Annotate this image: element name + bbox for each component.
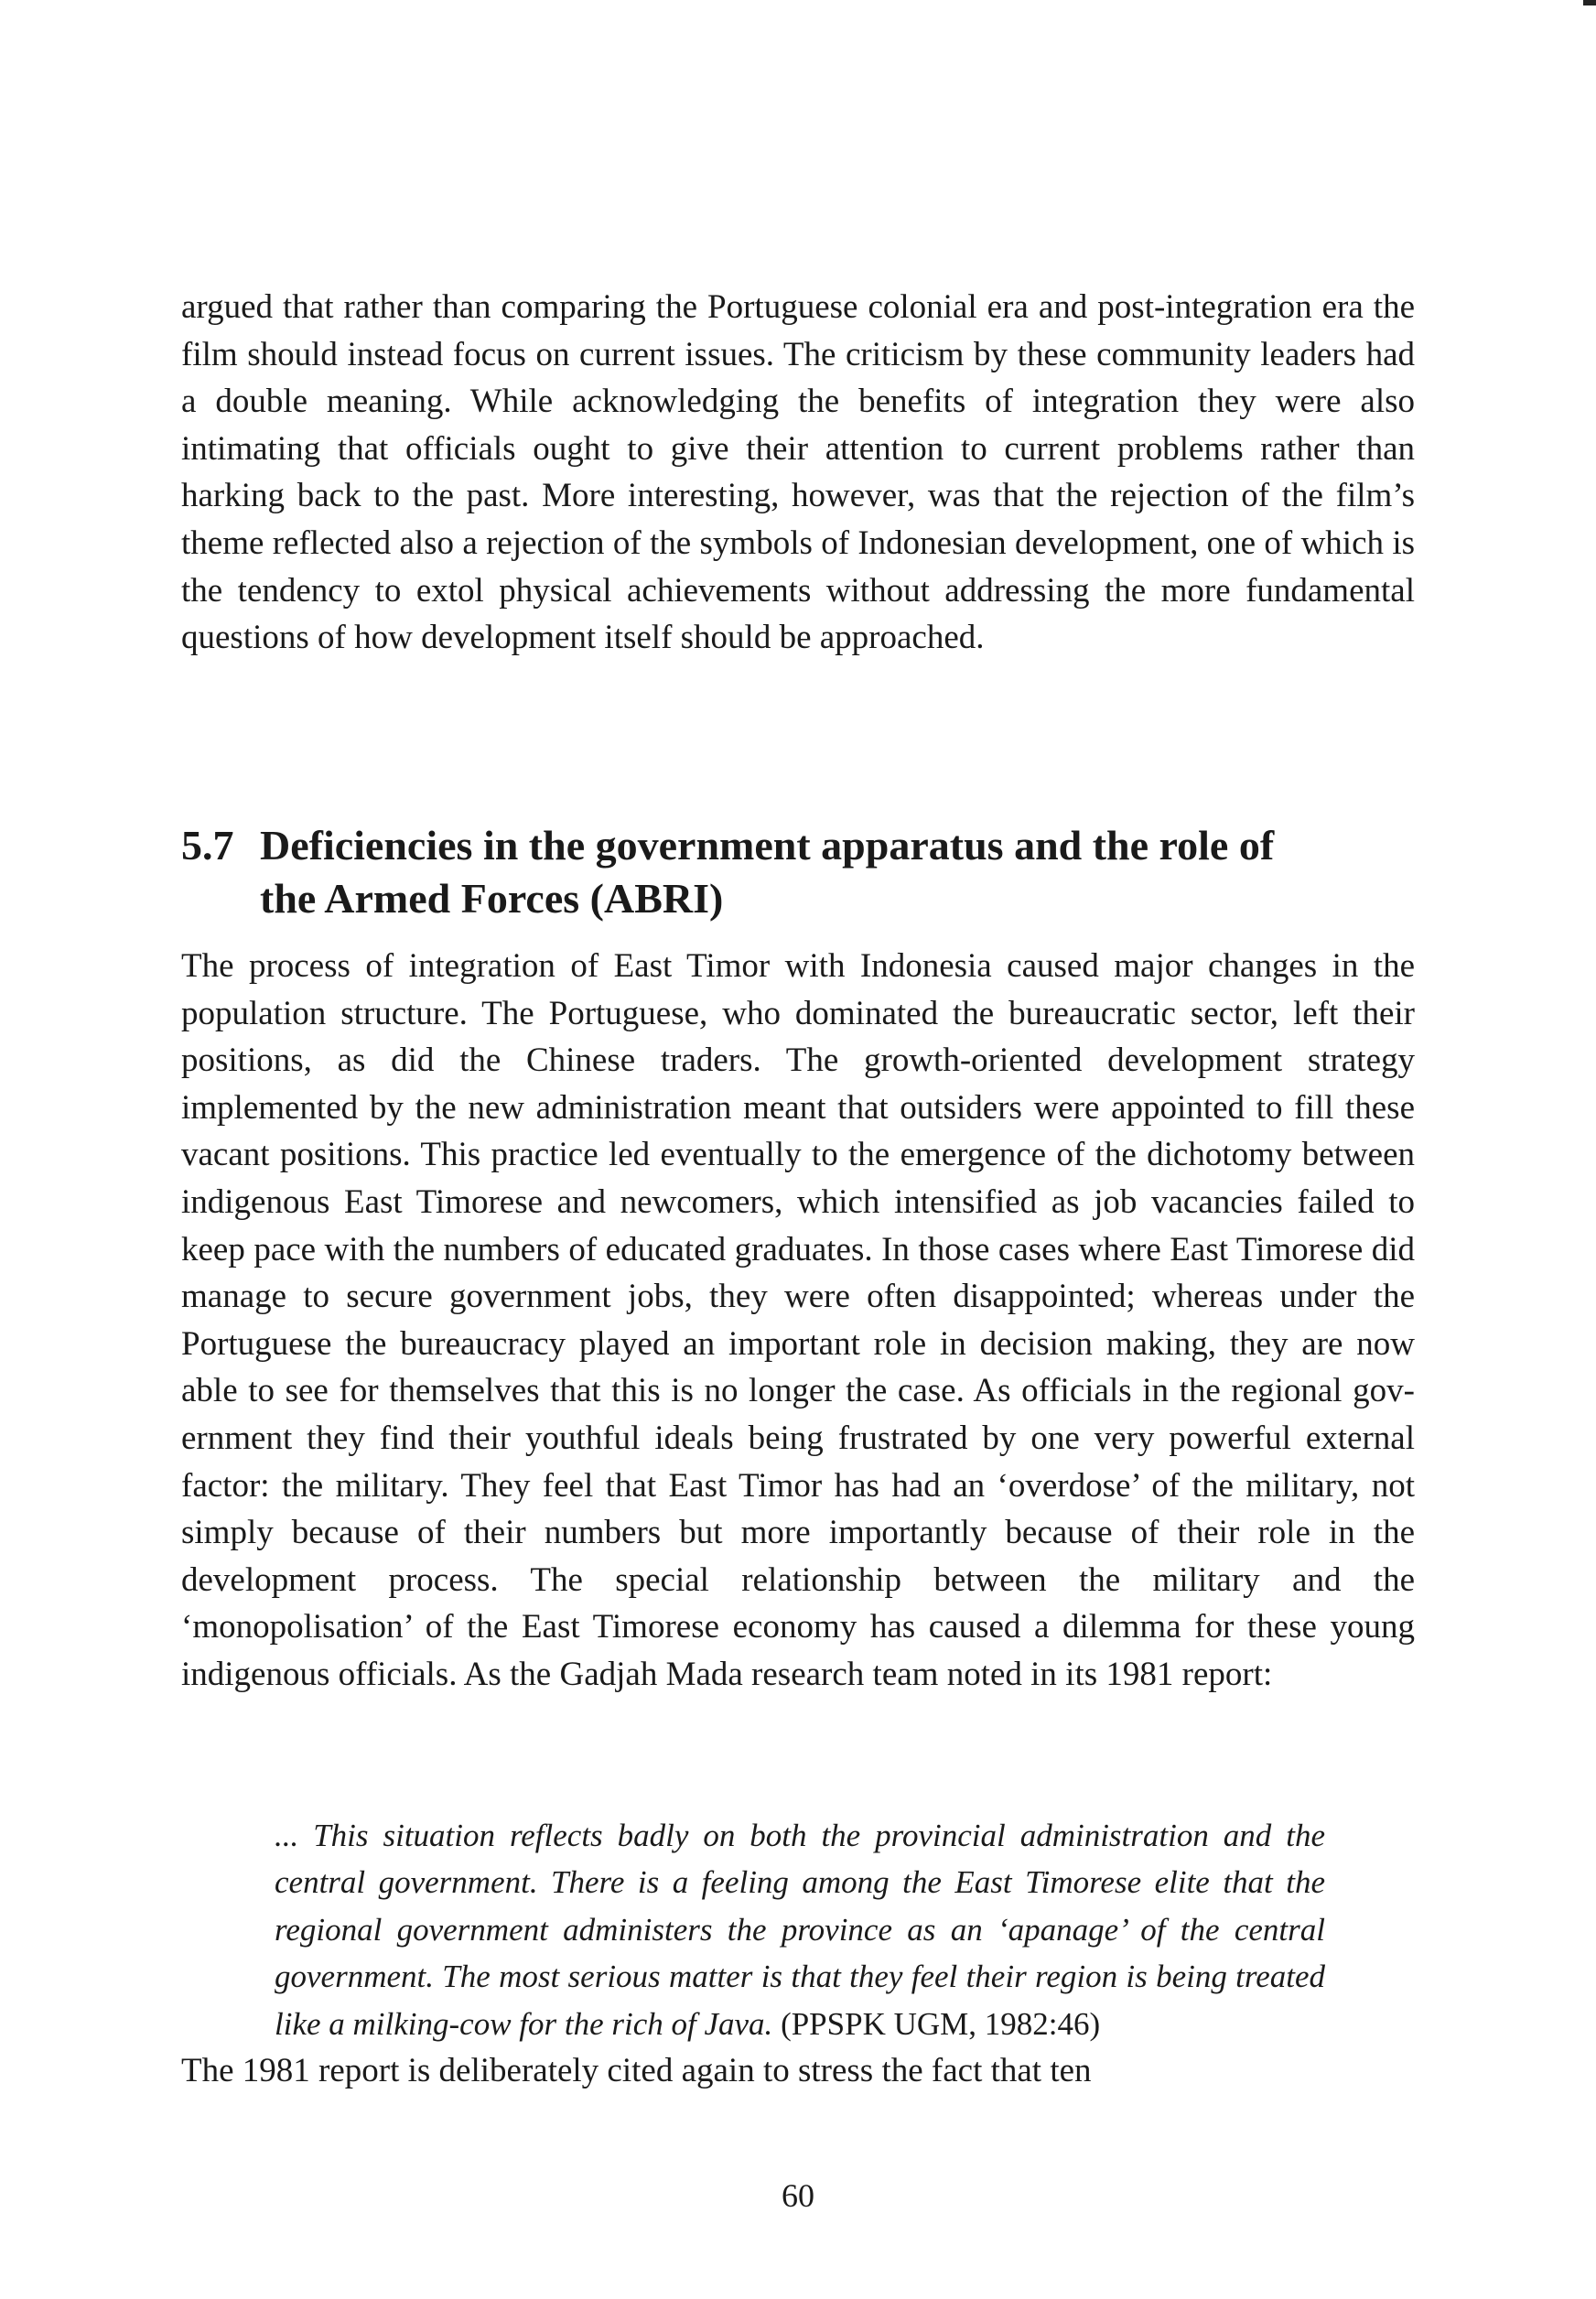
- section-title-line1: Deficiencies in the government apparatus and the role of: [260, 822, 1275, 869]
- section-title-line2: the Armed Forces (ABRI): [260, 875, 724, 922]
- page-number: 60: [782, 2177, 814, 2214]
- block-quote: [275, 1812, 1325, 2047]
- quote-citation: (PPSPK UGM, 1982:46): [781, 2005, 1101, 2042]
- body-paragraph: The process of integration of East Timor with Indonesia caused major changes in the population structure. The Portuguese, who dominated the bureaucratic sector, left their positions, as did the Chinese traders. The growth-oriented development strategy implemented by the new administration meant that outsiders were appointed to fill these vacant positions. This practice led eventually to the emergence of the dichotomy between indigenous East Timorese and newcomers, which intensified as job vacancies failed to keep pace with the numbers of educated graduates. In those cases where East Timorese did manage to secure government jobs, they were often disappointed; whereas under the Portuguese the bureaucracy played an important role in decision making, they are now able to see for themselves that this is no longer the case. As officials in the regional government they find their youthful ideals being frustrated by one very powerful external factor: the military. They feel that East Timor has had an ‘overdose’ of the military, not simply because of their numbers but more importantly because of their role in the development process. The special relationship between the military and the ‘monopolisation’ of the East Timorese economy has caused a dilemma for these young indigenous officials. As the Gadjah Mada research team noted in its 1981 report:: [181, 947, 1415, 1693]
- quote-text: ... This situation reflects badly on both the provincial administration and the central government. There is a feeling among the East Timorese elite that the regional government administers the province as an ‘apanage’ of the central government. The most serious matter is that they feel their region is being treated like a milking-cow for the rich of Java.: [275, 1818, 1325, 2042]
- section-heading: [181, 819, 1462, 925]
- corner-scan-mark: [1583, 0, 1596, 5]
- opening-paragraph: argued that rather than comparing the Portuguese colonial era and post-integration era the film should instead focus on current issues. The criticism by these community leaders had a double meaning. While acknowledging the benefits of integration they were also intimating that officials ought to give their attention to current problems rather than harking back to the past. More interesting, however, was that the rejection of the film’s theme reflected also a rejection of the symbols of Indonesian development, one of which is the tendency to extol physical achievements without addressing the more fundamental questions of how development itself should be approached.: [181, 288, 1415, 657]
- continuation-paragraph: The 1981 report is deliberately cited again to stress the fact that ten: [181, 2052, 1092, 2089]
- section-number: 5.7: [181, 822, 234, 869]
